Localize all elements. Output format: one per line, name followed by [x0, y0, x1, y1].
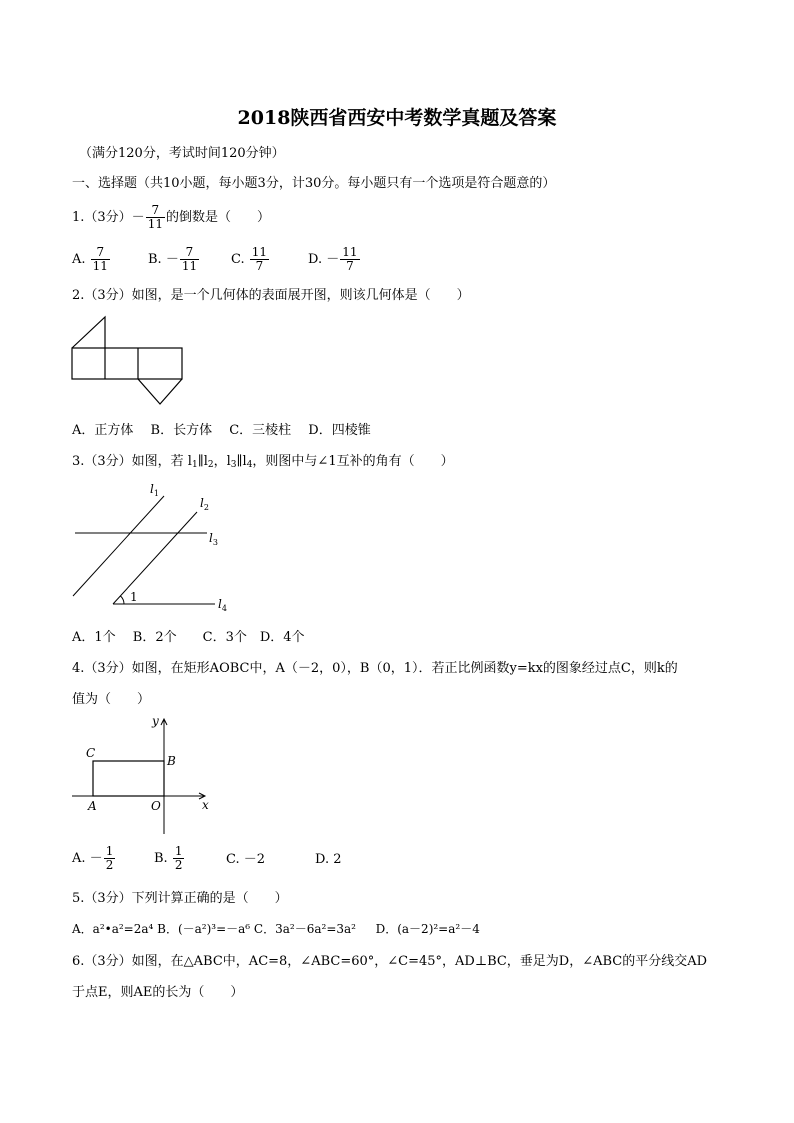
exam-info: （满分120分，考试时间120分钟） [79, 146, 285, 161]
q1-prefix: 1.（3分）－ [72, 210, 145, 225]
subscript: 1 [191, 460, 198, 470]
label-l1: $l_1$ [150, 482, 159, 498]
q4-option-a [72, 845, 116, 873]
frac-num: 7 [91, 246, 110, 260]
frac-den: 11 [92, 259, 108, 273]
label-l4: $l_4$ [218, 597, 227, 613]
subscript: 2 [207, 460, 214, 470]
subscript: 3 [230, 460, 237, 470]
subscript: 4 [246, 460, 253, 470]
question-6-line2: 于点E，则AE的长为（ ） [72, 985, 244, 1000]
option-label: B. [148, 252, 162, 267]
option-label: D. [315, 852, 330, 867]
option-fraction [173, 845, 185, 872]
label-b: B [167, 754, 176, 768]
frac-den: 2 [105, 858, 114, 872]
question-4-line2: 值为（ ） [72, 692, 151, 707]
frac-num: 7 [180, 246, 199, 260]
q1-frac-num: 7 [146, 204, 165, 218]
option-fraction [104, 845, 116, 872]
frac-num: 1 [105, 844, 114, 858]
q1-frac-den: 11 [147, 217, 163, 231]
frac-den: 7 [346, 259, 354, 273]
q5-options: A．a²•a²=2a⁴ B．(－a²)³=－a⁶ C．3a²－6a²=3a² D．(a－2)²=a²－4 [72, 922, 480, 936]
option-label: A. [72, 851, 86, 866]
q3-text: ∥l [236, 454, 247, 469]
question-5: 5.（3分）下列计算正确的是（ ） [72, 891, 288, 906]
option-value: 2 [333, 852, 342, 867]
label-x: x [202, 798, 209, 812]
page-title: 2018陕西省西安中考数学真题及答案 [237, 107, 557, 129]
option-sign: － [165, 252, 179, 267]
label-angle-1: 1 [130, 590, 138, 604]
label-l3: $l_3$ [209, 531, 218, 547]
option-label: A. [72, 252, 86, 267]
label-o: O [151, 799, 161, 813]
frac-den: 2 [174, 858, 183, 872]
q3-text: 3.（3分）如图，若 l [72, 454, 192, 469]
q1-suffix: 的倒数是（ ） [165, 210, 270, 225]
frac-num: 11 [342, 245, 358, 259]
option-label: C. [231, 252, 245, 267]
frac-num: 11 [251, 245, 268, 259]
question-2: 2.（3分）如图，是一个几何体的表面展开图，则该几何体是（ ） [72, 288, 470, 303]
question-4-line1: 4.（3分）如图，在矩形AOBC中，A（－2，0），B（0，1）．若正比例函数y=kx的图象经过点C，则k的 [72, 661, 678, 676]
section-heading: 一、选择题（共10小题，每小题3分，计30分。每小题只有一个选项是符合题意的） [72, 176, 556, 191]
label-l2: $l_2$ [200, 496, 209, 512]
q3-options: A．1个 B．2个 C．3个 D．4个 [72, 630, 305, 645]
q4-option-b [154, 845, 185, 873]
frac-den: 11 [181, 259, 198, 273]
option-sign: － [89, 851, 103, 866]
label-a: A [88, 799, 97, 813]
option-sign: － [326, 252, 340, 267]
q4-option-c [226, 852, 265, 868]
q3-text: ∥l [197, 454, 208, 469]
frac-den: 7 [255, 259, 264, 273]
q4-option-d [315, 852, 342, 868]
q3-text: ，则图中与∠1互补的角有（ ） [252, 454, 454, 469]
option-label: B. [154, 851, 168, 866]
label-y: y [152, 714, 159, 728]
option-label: C. [226, 852, 240, 867]
q2-options: A．正方体 B．长方体 C．三棱柱 D．四棱锥 [72, 423, 371, 438]
frac-num: 1 [174, 844, 183, 858]
option-label: D. [308, 252, 323, 267]
option-value: －2 [243, 852, 266, 867]
q3-text: ，l [213, 454, 231, 469]
label-c: C [86, 746, 96, 760]
rectangle-aobc [93, 761, 164, 796]
question-6-line1: 6.（3分）如图，在△ABC中，AC=8，∠ABC=60°，∠C=45°，AD⊥BC，垂足为D，∠ABC的平分线交AD [72, 954, 708, 969]
